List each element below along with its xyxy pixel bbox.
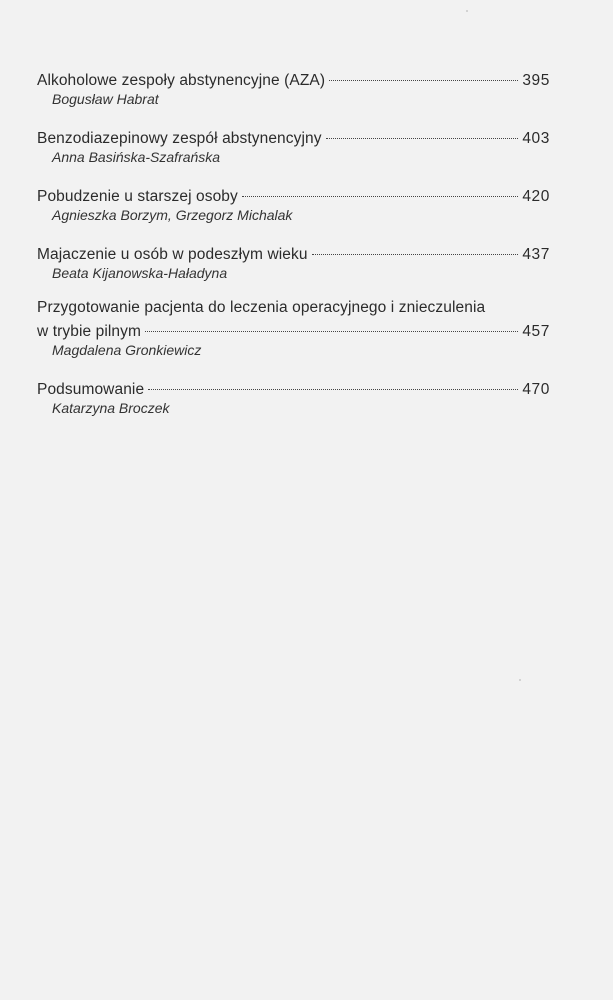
toc-entry-title: Majaczenie u osób w podeszłym wieku	[37, 246, 308, 263]
dot-leader	[326, 124, 518, 143]
toc-entry-title: Pobudzenie u starszej osoby	[37, 188, 238, 205]
toc-entry-title: Alkoholowe zespoły abstynencyjne (AZA)	[37, 72, 326, 89]
toc-entry-title-first-line: Przygotowanie pacjenta do leczenia operacyjnego i znieczulenia	[37, 299, 486, 316]
toc-entry-page: 437	[522, 246, 550, 263]
dot-leader	[145, 317, 518, 336]
toc-entry-author: Beata Kijanowska-Haładyna	[52, 265, 228, 281]
toc-entry-title: Podsumowanie	[37, 381, 145, 398]
toc-entry-author: Bogusław Habrat	[52, 91, 159, 107]
dot-leader	[312, 240, 518, 259]
paper-speck	[466, 10, 468, 12]
toc-entry-line	[37, 317, 550, 341]
toc-entry-title-second-line: w trybie pilnym	[37, 323, 141, 340]
toc-entry	[37, 124, 550, 167]
toc-entry-page: 403	[522, 130, 550, 147]
toc-entry-page: 457	[522, 323, 550, 340]
toc-entry-author: Agnieszka Borzym, Grzegorz Michalak	[52, 207, 293, 223]
table-of-contents	[37, 66, 550, 433]
toc-entry	[37, 182, 550, 225]
toc-entry-page: 470	[522, 381, 550, 398]
dot-leader	[148, 375, 518, 394]
dot-leader	[242, 182, 518, 201]
toc-entry-author: Katarzyna Broczek	[52, 400, 170, 416]
toc-entry	[37, 298, 550, 360]
dot-leader	[329, 66, 518, 85]
toc-entry-line	[37, 124, 550, 148]
toc-entry-page: 395	[522, 72, 550, 89]
toc-entry	[37, 240, 550, 283]
toc-entry-author: Magdalena Gronkiewicz	[52, 342, 202, 358]
toc-entry-title: Benzodiazepinowy zespół abstynencyjny	[37, 130, 322, 147]
toc-entry-line	[37, 182, 550, 206]
paper-speck	[519, 679, 521, 681]
toc-entry-line	[37, 375, 550, 399]
toc-entry-author: Anna Basińska-Szafrańska	[52, 149, 221, 165]
toc-entry	[37, 66, 550, 109]
toc-entry-line	[37, 66, 550, 90]
toc-entry-page: 420	[522, 188, 550, 205]
toc-entry-line	[37, 240, 550, 264]
toc-entry	[37, 375, 550, 418]
